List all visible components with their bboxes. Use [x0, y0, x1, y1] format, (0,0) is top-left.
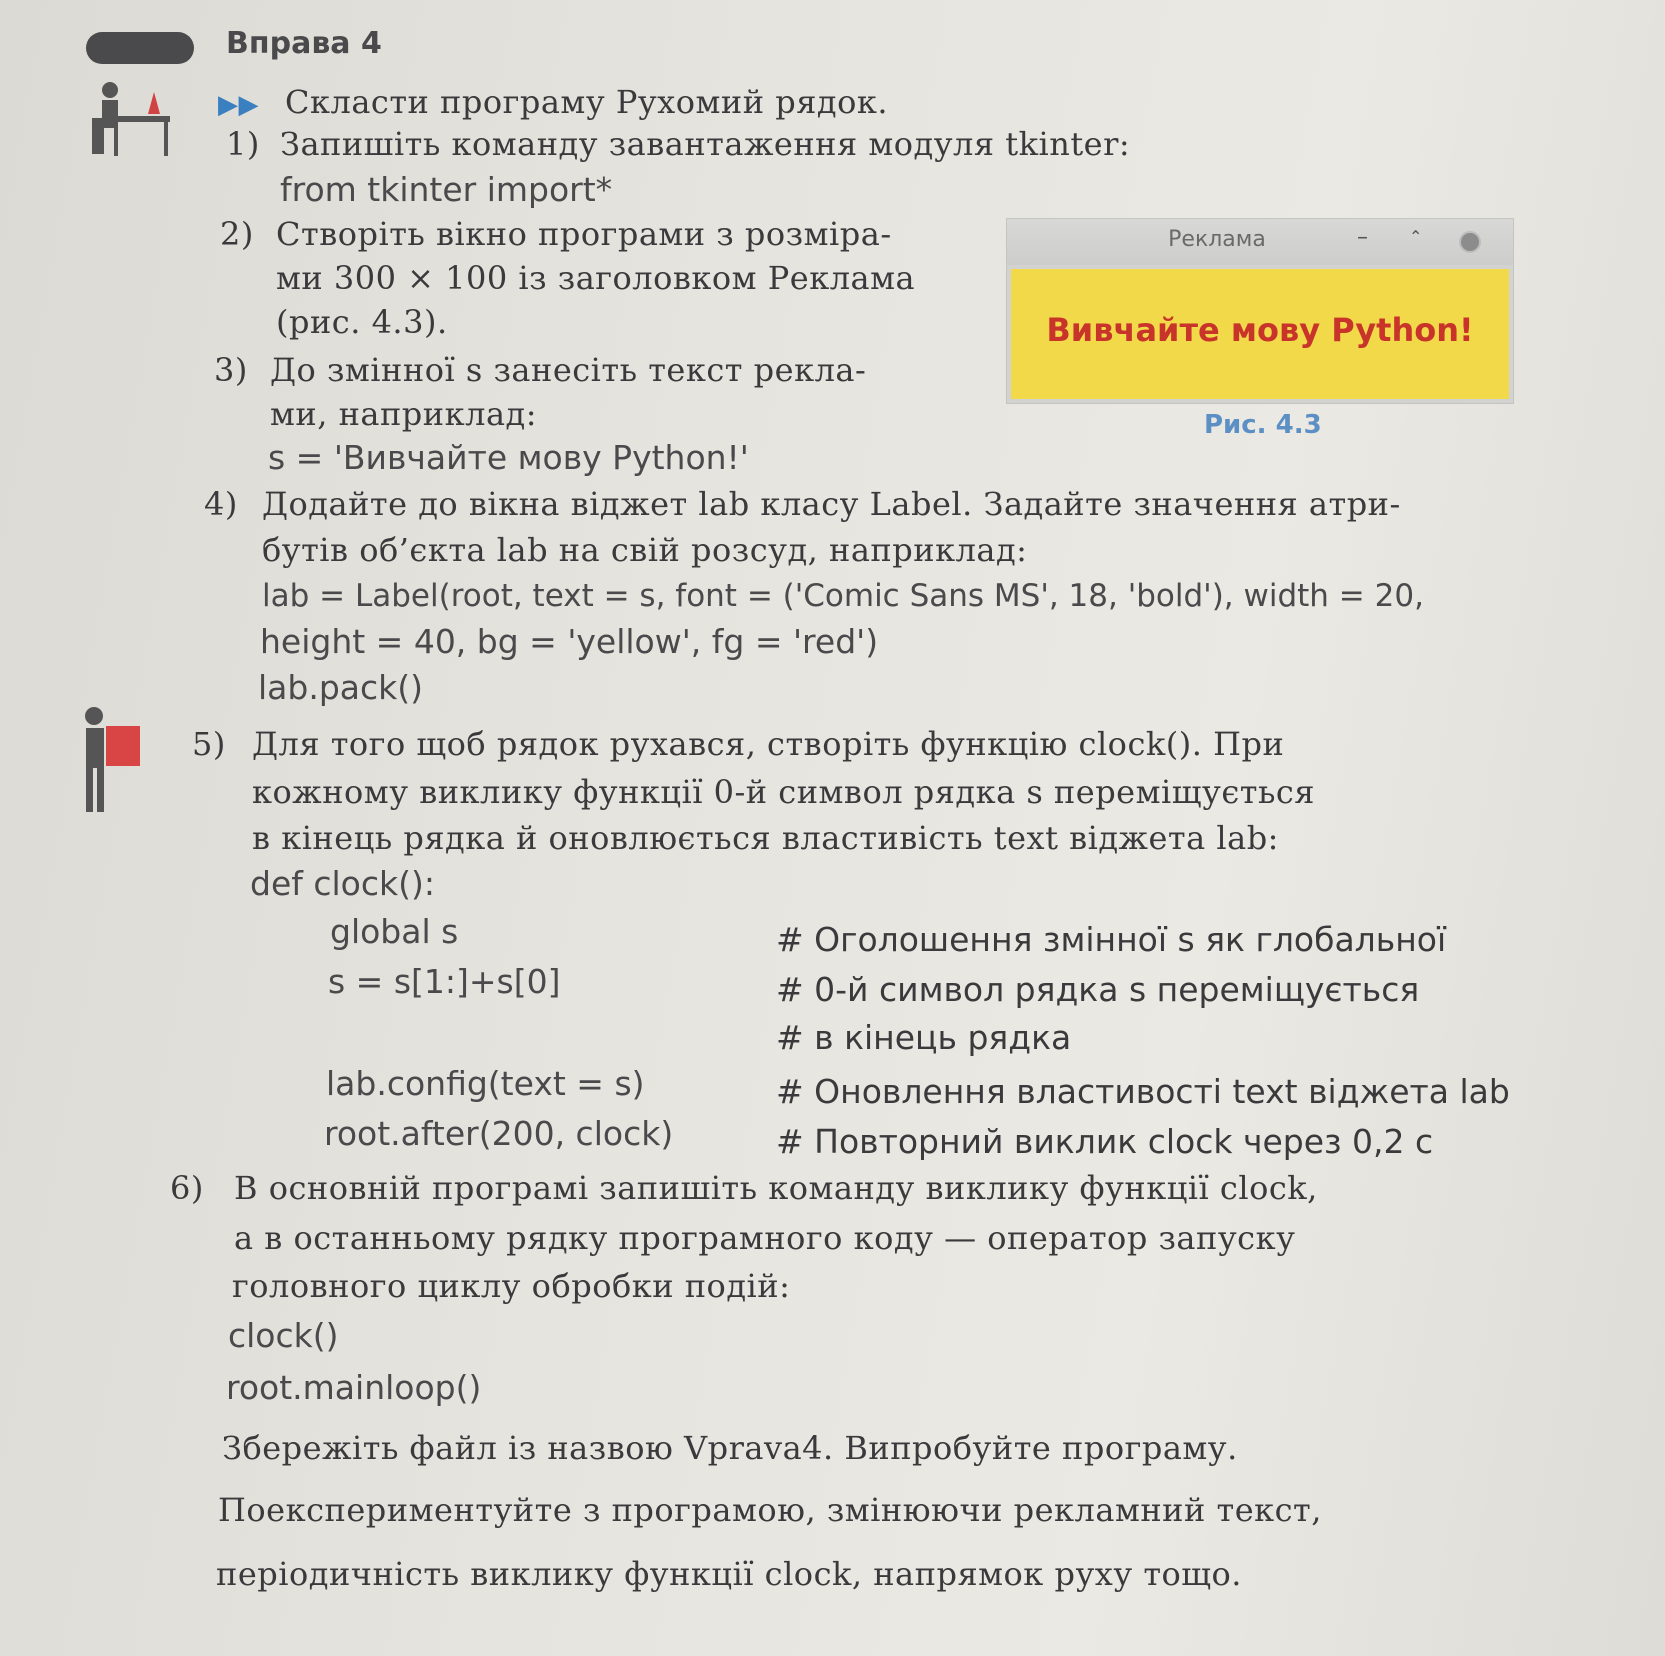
maximize-icon: ⌃ [1409, 227, 1423, 246]
step-5-line-2: кожному виклику функції 0-й символ рядка s переміщується [252, 773, 1315, 811]
code-line: global s [330, 912, 459, 951]
label-widget [1011, 269, 1509, 399]
task-intro: ▶▶ Скласти програму Рухомий рядок. [218, 83, 889, 121]
close-icon [1459, 231, 1481, 253]
step-2-line-2: ми 300 × 100 із заголовком Реклама [276, 259, 916, 297]
closing-line-2: Поекспериментуйте з програмою, змінюючи рекламний текст, [218, 1491, 1322, 1529]
step-5-line-3: в кінець рядка й оновлюється властивість text віджета lab: [252, 819, 1279, 857]
step-5-line-1: 5) Для того щоб рядок рухався, створіть функцію clock(). При [192, 725, 1285, 763]
code-line: lab.config(text = s) [326, 1064, 645, 1103]
step-6-line-3: головного циклу обробки подій: [232, 1267, 791, 1305]
step-3-line-2: ми, наприклад: [270, 395, 537, 433]
exercise-title: Вправа 4 [226, 26, 382, 61]
step-4-line-1: 4) Додайте до вікна віджет lab класу Label. Задайте значення атри- [204, 485, 1401, 523]
student-at-desk-icon [90, 78, 172, 158]
step-6-line-1: 6) В основній програмі запишіть команду виклику функції clock, [170, 1169, 1318, 1207]
minimize-icon: – [1357, 225, 1368, 250]
person-carrying-box-icon [80, 706, 146, 814]
double-arrow-icon: ▶▶ [218, 90, 259, 120]
step-5-def-clock: def clock(): [250, 864, 435, 903]
step-4-code-3: lab.pack() [258, 668, 423, 707]
exercise-header-bar [86, 32, 194, 64]
step-3-code: s = 'Вивчайте мову Python!' [268, 438, 749, 477]
code-line: s = s[1:]+s[0] [328, 962, 561, 1001]
step-6-code-2: root.mainloop() [226, 1368, 482, 1407]
code-comment: # 0-й символ рядка s переміщується [776, 970, 1420, 1009]
code-comment: # Оголошення змінної s як глобальної [776, 920, 1447, 959]
code-comment: # в кінець рядка [776, 1018, 1072, 1057]
code-line: root.after(200, clock) [324, 1114, 674, 1153]
step-2-line-3: (рис. 4.3). [276, 303, 448, 341]
code-comment: # Оновлення властивості text віджета lab [776, 1072, 1510, 1111]
closing-line-3: періодичність виклику функції clock, напрямок руху тощо. [216, 1555, 1242, 1593]
step-6-line-2: а в останньому рядку програмного коду — оператор запуску [234, 1219, 1296, 1257]
figure-window-reklama [1006, 218, 1514, 404]
window-title: Реклама [1168, 227, 1266, 252]
step-4-code-2: height = 40, bg = 'yellow', fg = 'red') [260, 622, 879, 661]
step-2-line-1: 2) Створіть вікно програми з розміра- [220, 215, 892, 253]
step-3-line-1: 3) До змінної s занесіть текст рекла- [214, 351, 867, 389]
closing-line-1: Збережіть файл із назвою Vprava4. Випробуйте програму. [222, 1429, 1238, 1467]
step-4-line-2: бутів об’єкта lab на свій розсуд, наприклад: [262, 531, 1028, 569]
step-1-code: from tkinter import* [280, 170, 613, 209]
label-text: Вивчайте мову Python! [1046, 311, 1474, 349]
window-titlebar [1007, 219, 1513, 265]
code-comment: # Повторний виклик clock через 0,2 с [776, 1122, 1434, 1161]
step-4-code-1: lab = Label(root, text = s, font = ('Comic Sans MS', 18, 'bold'), width = 20, [262, 578, 1424, 614]
figure-caption: Рис. 4.3 [1204, 410, 1322, 440]
step-6-code-1: clock() [228, 1316, 339, 1355]
step-1-line-1: 1) Запишіть команду завантаження модуля tkinter: [226, 125, 1131, 163]
